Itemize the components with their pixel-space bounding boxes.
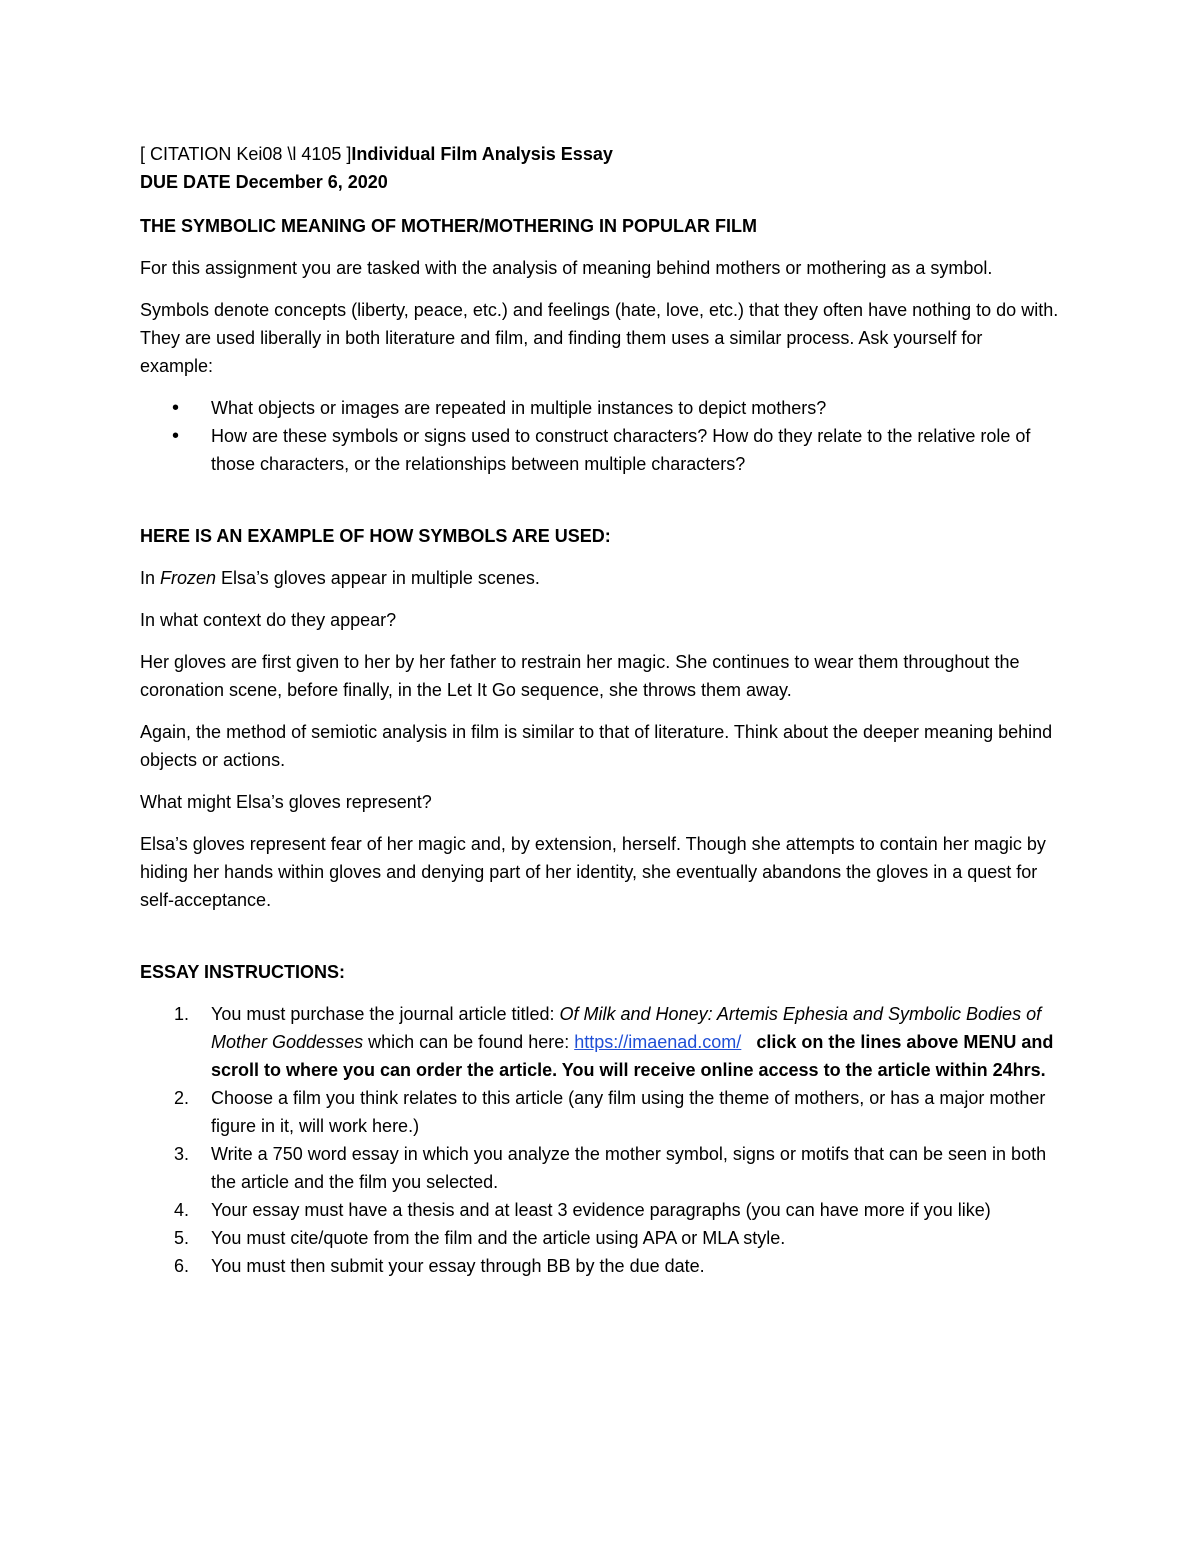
question-text: How are these symbols or signs used to construct characters? How do they relate to the relative role of those characters, or the relationships between multiple characters? [211, 426, 1031, 474]
list-item: 2. Choose a film you think relates to this article (any film using the theme of mothers, or has a major mother figure in it, will work here.) [140, 1084, 1060, 1140]
gloves-paragraph: Her gloves are first given to her by her father to restrain her magic. She continues to wear them throughout the coronation scene, before finally, in the Let It Go sequence, she throws them away. [140, 652, 1020, 700]
instructions-heading: ESSAY INSTRUCTIONS: [140, 962, 346, 982]
symbols-paragraph: Symbols denote concepts (liberty, peace, etc.) and feelings (hate, love, etc.) that they often have nothing to do with. They are used liberally in both literature and film, and finding them uses a similar process. Ask yourself for example: [140, 300, 1059, 376]
list-number: 1. [174, 1004, 190, 1024]
instructions-list [140, 1000, 1060, 1280]
list-item [140, 394, 1060, 422]
document-page [140, 140, 1060, 1280]
article-title: Of Milk and Honey: Artemis Ephesia and Symbolic Bodies of Mother Goddesses [211, 1004, 1042, 1052]
order-instructions: click on the lines above MENU and scroll to where you can order the article. You will receive online access to the article within 24hrs. [211, 1032, 1054, 1080]
due-date: DUE DATE December 6, 2020 [140, 172, 388, 192]
article-link[interactable]: https://imaenad.com/ [574, 1032, 742, 1052]
list-number: 6. [174, 1256, 190, 1276]
example-heading: HERE IS AN EXAMPLE OF HOW SYMBOLS ARE USED: [140, 526, 611, 546]
question-text: What objects or images are repeated in multiple instances to depict mothers? [211, 398, 827, 418]
intro-paragraph: For this assignment you are tasked with the analysis of meaning behind mothers or mothering as a symbol. [140, 258, 993, 278]
semiotic-paragraph: Again, the method of semiotic analysis in film is similar to that of literature. Think about the deeper meaning behind objects or actions. [140, 722, 1053, 770]
list-item: 5. You must cite/quote from the film and the article using APA or MLA style. [140, 1224, 1060, 1252]
list-item: 3. Write a 750 word essay in which you analyze the mother symbol, signs or motifs that can be seen in both the article and the film you selected. [140, 1140, 1060, 1196]
list-item [140, 422, 1060, 478]
represent-answer: Elsa’s gloves represent fear of her magic and, by extension, herself. Though she attempts to contain her magic by hiding her hands within gloves and denying part of her identity, she eventually abandons the gloves in a quest for self-acceptance. [140, 834, 1046, 910]
document-title: Individual Film Analysis Essay [351, 144, 613, 164]
example-paragraph: In Frozen Elsa’s gloves appear in multiple scenes. [140, 568, 540, 588]
list-item: 6. You must then submit your essay through BB by the due date. [140, 1252, 1060, 1280]
list-number: 3. [174, 1144, 190, 1164]
list-item: 4. Your essay must have a thesis and at least 3 evidence paragraphs (you can have more if you like) [140, 1196, 1060, 1224]
citation-field[interactable]: [ CITATION Kei08 \l 4105 ] [140, 144, 352, 164]
list-item: 1. You must purchase the journal article titled: Of Milk and Honey: Artemis Ephesia and Symbolic Bodies of Mother Goddesses which can be found here: https://imaenad.com/ click on the lines above MENU and scroll to where you can order the article. You will receive online access to the article within 24hrs. [140, 1000, 1060, 1084]
list-number: 4. [174, 1200, 190, 1220]
context-question: In what context do they appear? [140, 610, 397, 630]
list-number: 2. [174, 1088, 190, 1108]
list-number: 5. [174, 1228, 190, 1248]
represent-question: What might Elsa’s gloves represent? [140, 792, 432, 812]
question-list [140, 394, 1060, 478]
main-heading: THE SYMBOLIC MEANING OF MOTHER/MOTHERING IN POPULAR FILM [140, 216, 757, 236]
document-header-line [140, 140, 1060, 168]
film-title: Frozen [160, 568, 217, 588]
